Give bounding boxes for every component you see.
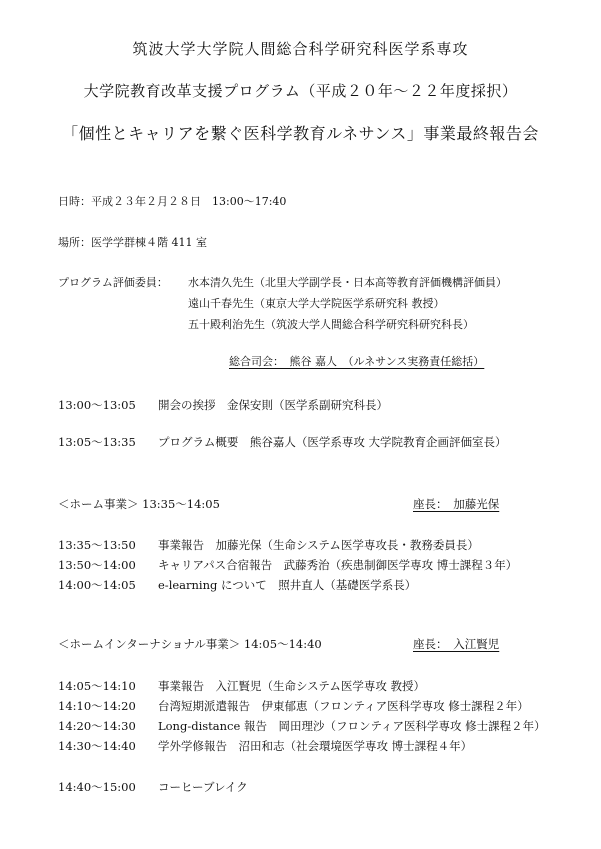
program-row [58, 738, 472, 754]
row-text: コーヒーブレイク [158, 780, 248, 794]
row-time: 14:30～14:40 [58, 739, 136, 753]
doc-title-program: 大学院教育改革支援プログラム（平成２０年～２２年度採択） [83, 82, 518, 100]
row-text: 台湾短期派遣報告 伊東郁恵（フロンティア医科学専攻 修士課程２年） [158, 699, 529, 713]
session-chair: 座長： 加藤光保 [413, 497, 500, 511]
session-title: ＜ホームインターナショナル事業＞ 14:05～14:40 [58, 637, 322, 651]
program-row [58, 397, 388, 413]
committee-member: 水本清久先生（北里大学副学長・日本高等教育評価機構評価員） [188, 276, 507, 289]
program-row [58, 718, 546, 734]
row-text: e-learning について 照井直人（基礎医学系長） [158, 578, 417, 592]
row-time: 14:40～15:00 [58, 780, 136, 794]
program-row [58, 577, 416, 593]
row-time: 14:20～14:30 [58, 719, 136, 733]
row-time: 14:10～14:20 [58, 699, 136, 713]
row-text: プログラム概要 熊谷嘉人（医学系専攻 大学院教育企画評価室長） [158, 435, 507, 449]
row-time: 13:50～14:00 [58, 558, 136, 572]
session-title: ＜ホーム事業＞ 13:35～14:05 [58, 497, 220, 511]
row-text: 学外学修報告 沼田和志（社会環境医学専攻 博士課程４年） [158, 739, 473, 753]
event-place: 場所：医学学群棟４階 411 室 [58, 236, 207, 249]
row-text: 事業報告 入江賢児（生命システム医学専攻 教授） [158, 679, 426, 693]
row-text: Long-distance 報告 岡田理沙（フロンティア医科学専攻 修士課程２年） [158, 719, 546, 733]
committee-member: 五十殿利治先生（筑波大学人間総合科学研究科研究科長） [188, 318, 474, 331]
event-datetime: 日時：平成２３年２月２８日 13:00～17:40 [58, 195, 287, 208]
row-text: 事業報告 加藤光保（生命システム医学専攻長・教務委員長） [158, 538, 479, 552]
program-row [58, 557, 517, 573]
doc-title-department: 筑波大学大学院人間総合科学研究科医学系専攻 [132, 40, 469, 58]
program-row [58, 537, 479, 553]
committee-member: 遠山千春先生（東京大学大学院医学系研究科 教授） [188, 297, 445, 310]
program-row [58, 678, 425, 694]
row-time: 13:05～13:35 [58, 435, 136, 449]
row-time: 13:00～13:05 [58, 398, 136, 412]
row-time: 14:00～14:05 [58, 578, 136, 592]
row-time: 14:05～14:10 [58, 679, 136, 693]
row-time: 13:35～13:50 [58, 538, 136, 552]
session-chair: 座長： 入江賢児 [413, 637, 500, 651]
row-text: キャリアパス合宿報告 武藤秀治（疾患制御医学専攻 博士課程３年） [158, 558, 518, 572]
doc-title-event: 「個性とキャリアを繋ぐ医科学教育ルネサンス」事業最終報告会 [62, 124, 539, 143]
moderator: 総合司会： 熊谷 嘉人 （ルネサンス実務責任総括） [229, 355, 485, 368]
program-row [58, 779, 248, 795]
program-row [58, 698, 529, 714]
committee-label: プログラム評価委員： [58, 276, 168, 289]
program-row [58, 434, 507, 450]
row-text: 開会の挨拶 金保安則（医学系副研究科長） [158, 398, 388, 412]
